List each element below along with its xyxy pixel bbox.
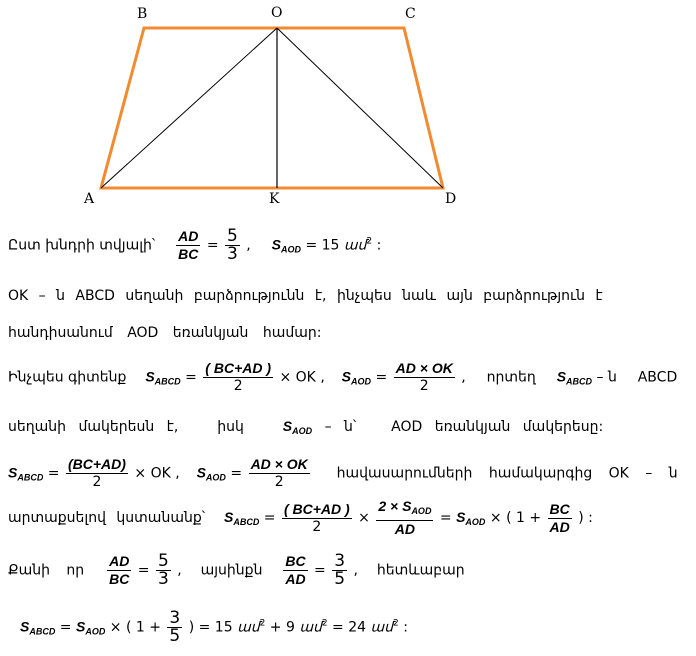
text-line-5	[8, 418, 603, 436]
num: ( BC+AD )	[283, 500, 350, 517]
unit: ամ	[237, 618, 260, 635]
s: S	[556, 368, 567, 385]
result-line	[20, 610, 408, 645]
equals: =	[59, 619, 72, 636]
den: 2	[233, 378, 243, 394]
text: արտաքսելով կստանանք՝	[8, 510, 206, 526]
comma: ,	[461, 369, 466, 386]
fraction	[282, 501, 352, 536]
num: AD	[178, 228, 199, 244]
s: S	[8, 464, 18, 481]
text-line-3: հանդիսանում AOD եռանկյան համար:	[8, 325, 322, 341]
value: + 9	[269, 619, 295, 636]
text: որտեղ	[486, 369, 536, 386]
sub: AOD	[292, 426, 313, 436]
num: AD × OK	[395, 360, 453, 376]
value: = 15	[198, 619, 233, 636]
given-line: Ըստ խնդրի տվյալի՝ $\frac{AD}{BC}$ = $\frac{5}{3}$ , $S_{AOD} = 15$ ամ$^2$ :	[8, 226, 382, 264]
trapezoid-figure	[0, 0, 696, 215]
den: 3	[157, 569, 169, 589]
sup: 2	[321, 618, 328, 629]
times: ×	[358, 510, 370, 526]
text: – ն	[596, 369, 617, 386]
paren: )	[188, 619, 195, 636]
unit: ամ	[370, 618, 393, 635]
den: 5	[169, 626, 181, 646]
segment-do	[277, 28, 443, 188]
fraction-3-5	[332, 553, 347, 588]
s: S	[196, 464, 206, 481]
sub: ABCD	[233, 517, 260, 527]
sub: AOD	[411, 506, 432, 516]
num: AD × OK	[250, 456, 308, 472]
sub: AOD	[205, 472, 226, 483]
fraction-5-3	[225, 228, 240, 263]
num: BC	[285, 553, 306, 569]
den: BC	[178, 246, 199, 262]
fraction	[394, 360, 455, 395]
s: S	[456, 509, 466, 525]
unit: ամ	[343, 236, 367, 253]
formula-line-4	[8, 360, 677, 395]
text: հետևաբար	[376, 562, 465, 579]
formula-line-7	[8, 498, 593, 538]
s: S	[20, 618, 30, 635]
vertex-label-o: O	[271, 5, 283, 21]
text: հավասարումների համակարգից OK – ն	[336, 465, 678, 482]
colon: :	[588, 510, 593, 526]
vertex-label-b: B	[137, 6, 148, 22]
text: × OK ,	[279, 369, 325, 386]
num: (BC+AD)	[67, 456, 126, 472]
sub: AOD	[465, 517, 486, 527]
comma: ,	[177, 562, 182, 579]
equals: =	[185, 369, 197, 386]
paren: ( 1 +	[125, 619, 161, 636]
s: S	[271, 236, 281, 253]
fraction	[249, 456, 310, 491]
text: Ինչպես գիտենք	[8, 369, 127, 386]
sub: AOD	[351, 376, 372, 387]
comma: ,	[353, 562, 358, 579]
num: BC	[549, 500, 570, 517]
vertex-label-d: D	[445, 191, 457, 207]
fraction-ad-bc	[176, 228, 200, 263]
fraction	[203, 360, 273, 395]
equals: =	[263, 510, 276, 526]
num: 3	[334, 551, 346, 571]
den: AD	[549, 518, 570, 535]
segment-ao	[101, 28, 277, 188]
text: × OK ,	[134, 465, 180, 482]
sup: 2	[259, 618, 266, 629]
s: S	[341, 368, 352, 385]
equals: =	[47, 465, 60, 482]
vertex-label-a: A	[84, 191, 95, 207]
colon: :	[403, 619, 408, 636]
sub: ABCD	[29, 626, 56, 637]
s: S	[223, 509, 234, 525]
den: 2	[274, 474, 284, 490]
den: AD	[394, 521, 415, 537]
equals: =	[375, 369, 388, 386]
paren: )	[578, 510, 584, 526]
num: 2 × S	[378, 498, 412, 514]
sub: ABCD	[154, 376, 181, 387]
sup: 2	[393, 618, 399, 629]
den: 3	[227, 244, 238, 264]
value: = 24	[332, 619, 367, 636]
equals: =	[230, 465, 243, 482]
den: 2	[92, 474, 102, 490]
fraction	[66, 456, 128, 491]
den: AD	[285, 571, 306, 587]
num: 3	[169, 608, 181, 628]
times: ×	[109, 619, 122, 636]
fraction	[376, 498, 433, 538]
fraction-bc-ad	[283, 553, 307, 588]
text: AOD եռանկյան մակերեսը:	[391, 419, 604, 435]
unit: ամ	[299, 618, 322, 635]
value: = 15	[305, 237, 340, 254]
num: AD	[109, 553, 130, 569]
text: – ն՝	[324, 419, 357, 435]
sub: ABCD	[17, 472, 44, 483]
fraction-3-5	[167, 610, 182, 645]
s: S	[145, 368, 155, 385]
sub: AOD	[280, 244, 301, 255]
equals: =	[314, 562, 326, 579]
fraction-5-3	[156, 553, 171, 588]
paren: ( 1 +	[506, 510, 542, 526]
equals: =	[206, 237, 219, 254]
sup: 2	[366, 236, 373, 247]
vertex-label-k: K	[269, 191, 280, 207]
num: 5	[157, 551, 169, 571]
fraction	[548, 501, 572, 536]
num: ( BC+AD )	[205, 360, 272, 376]
den: 5	[334, 569, 346, 589]
text: Քանի որ	[8, 562, 85, 579]
num: 5	[227, 226, 238, 246]
sub: ABCD	[566, 376, 593, 387]
den: 2	[419, 378, 429, 394]
s: S	[282, 418, 293, 434]
equals: =	[137, 562, 150, 579]
times: ×	[489, 510, 502, 526]
s: S	[75, 618, 86, 635]
text: Ըստ խնդրի տվյալի՝	[8, 237, 156, 254]
text: ABCD	[637, 369, 678, 386]
fraction-ad-bc	[107, 553, 131, 588]
text: իսկ	[217, 419, 244, 435]
ratio-line	[8, 553, 465, 588]
formula-line-6	[8, 456, 678, 491]
den: 2	[312, 518, 322, 535]
sub: AOD	[85, 626, 106, 637]
vertex-label-c: C	[405, 6, 416, 22]
text: այսինքն	[200, 562, 263, 579]
trapezoid-abcd	[101, 28, 443, 188]
colon: :	[376, 237, 382, 254]
equals: =	[439, 510, 452, 526]
text-line-2: OK – ն ABCD սեղանի բարձրությունն է, ինչպես նաև այն բարձրություն է	[8, 288, 603, 304]
den: BC	[109, 571, 130, 587]
text: սեղանի մակերեսն է,	[8, 419, 179, 435]
